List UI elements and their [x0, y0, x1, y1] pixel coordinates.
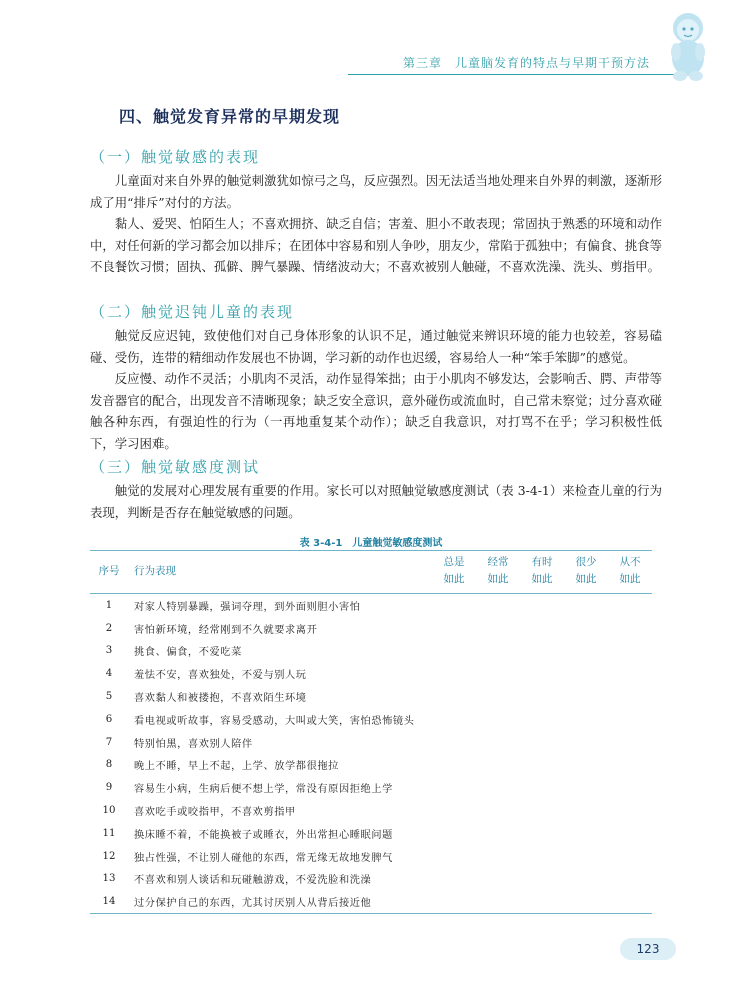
- table-row: 6 看电视或听故事，容易受感动，大叫或大笑，害怕恐怖镜头: [105, 713, 415, 727]
- baby-illustration-icon: [664, 8, 712, 82]
- table-row: 5 喜欢黏人和被搂抱，不喜欢陌生环境: [105, 691, 307, 705]
- header-always: 总是 如此: [432, 551, 476, 594]
- table-row: 3 挑食、偏食，不爱吃菜: [105, 645, 242, 659]
- subsection-title-1: （一）触觉敏感的表现: [90, 148, 261, 166]
- subsection-title-3: （三）触觉敏感度测试: [90, 458, 261, 476]
- header-divider: [348, 74, 682, 75]
- table-row: 4 羞怯不安，喜欢独处，不爱与别人玩: [105, 668, 307, 682]
- table-caption: 表 3-4-1 儿童触觉敏感度测试: [299, 538, 443, 549]
- subsection-title-2: （二）触觉迟钝儿童的表现: [90, 303, 295, 321]
- table-row: 9 容易生小病，生病后便不想上学，常没有原因拒绝上学: [105, 782, 393, 796]
- table-row: 12 独占性强，不让别人碰他的东西，常无缘无故地发脾气: [102, 850, 393, 864]
- table-row: 1 对家人特别暴躁，强词夺理，到外面则胆小害怕: [105, 599, 361, 613]
- section-title: 四、触觉发育异常的早期发现: [119, 107, 341, 126]
- paragraph: 儿童面对来自外界的触觉刺激犹如惊弓之鸟，反应强烈。因无法适当地处理来自外界的刺激，逐渐形成了用“排斥”对付的方法。: [90, 173, 662, 210]
- header-sometimes: 有时 如此: [520, 551, 564, 594]
- table-row: 13 不喜欢和别人谈话和玩碰触游戏，不爱洗脸和洗澡: [102, 873, 372, 887]
- header-often: 经常 如此: [476, 551, 520, 594]
- tactile-sensitivity-table: [90, 550, 652, 914]
- paragraph: 触觉反应迟钝，致使他们对自己身体形象的认识不足，通过触觉来辨识环境的能力也较差，容易磕碰、受伤，连带的精细动作发展也不协调，学习新的动作也迟缓，容易给人一种“笨手笨脚”的感觉。: [90, 328, 662, 365]
- header-rarely: 很少 如此: [564, 551, 608, 594]
- chapter-header: 第三章 儿童脑发育的特点与早期干预方法: [402, 56, 650, 70]
- paragraph: 反应慢、动作不灵活；小肌肉不灵活，动作显得笨拙；由于小肌肉不够发达，会影响舌、腭、声带等发音器官的配合，出现发音不清晰现象；缺乏安全意识，意外碰伤或流血时，自己常未察觉；过分喜欢碰触各种东西，有强迫性的行为（一再地重复某个动作）；缺乏自我意识，对打骂不在乎；学习积极性低下，学习困难。: [90, 371, 662, 451]
- table-row: 8 晚上不睡，早上不起，上学、放学都很拖拉: [105, 759, 339, 773]
- header-behavior: 行为表现: [128, 551, 432, 594]
- table-row: 10 喜欢吃手或咬指甲，不喜欢剪指甲: [102, 805, 296, 819]
- paragraph: 触觉的发展对心理发展有重要的作用。家长可以对照触觉敏感度测试（表 3-4-1）来检查儿童的行为表现，判断是否存在触觉敏感的问题。: [90, 483, 662, 520]
- table-row: 2 害怕新环境，经常刚到不久就要求离开: [105, 622, 318, 636]
- table-row: 7 特别怕黑，喜欢别人陪伴: [105, 736, 253, 750]
- paragraph: 黏人、爱哭、怕陌生人；不喜欢拥挤、缺乏自信；害羞、胆小不敢表现；常固执于熟悉的环境和动作中，对任何新的学习都会加以排斥；在团体中容易和别人争吵，朋友少，常陷于孤独中；有偏食、挑食等不良餐饮习惯；固执、孤僻、脾气暴躁、情绪波动大；不喜欢被别人触碰，不喜欢洗澡、洗头、剪指甲。: [90, 216, 662, 275]
- table-row: 14 过分保护自己的东西，尤其讨厌别人从背后接近他: [90, 890, 652, 913]
- table-header-row: [90, 551, 652, 594]
- page-number: 123: [620, 938, 676, 960]
- header-never: 从不 如此: [608, 551, 652, 594]
- table-row: 11 换床睡不着，不能换被子或睡衣，外出常担心睡眠问题: [102, 827, 393, 841]
- header-no: 序号: [90, 551, 128, 594]
